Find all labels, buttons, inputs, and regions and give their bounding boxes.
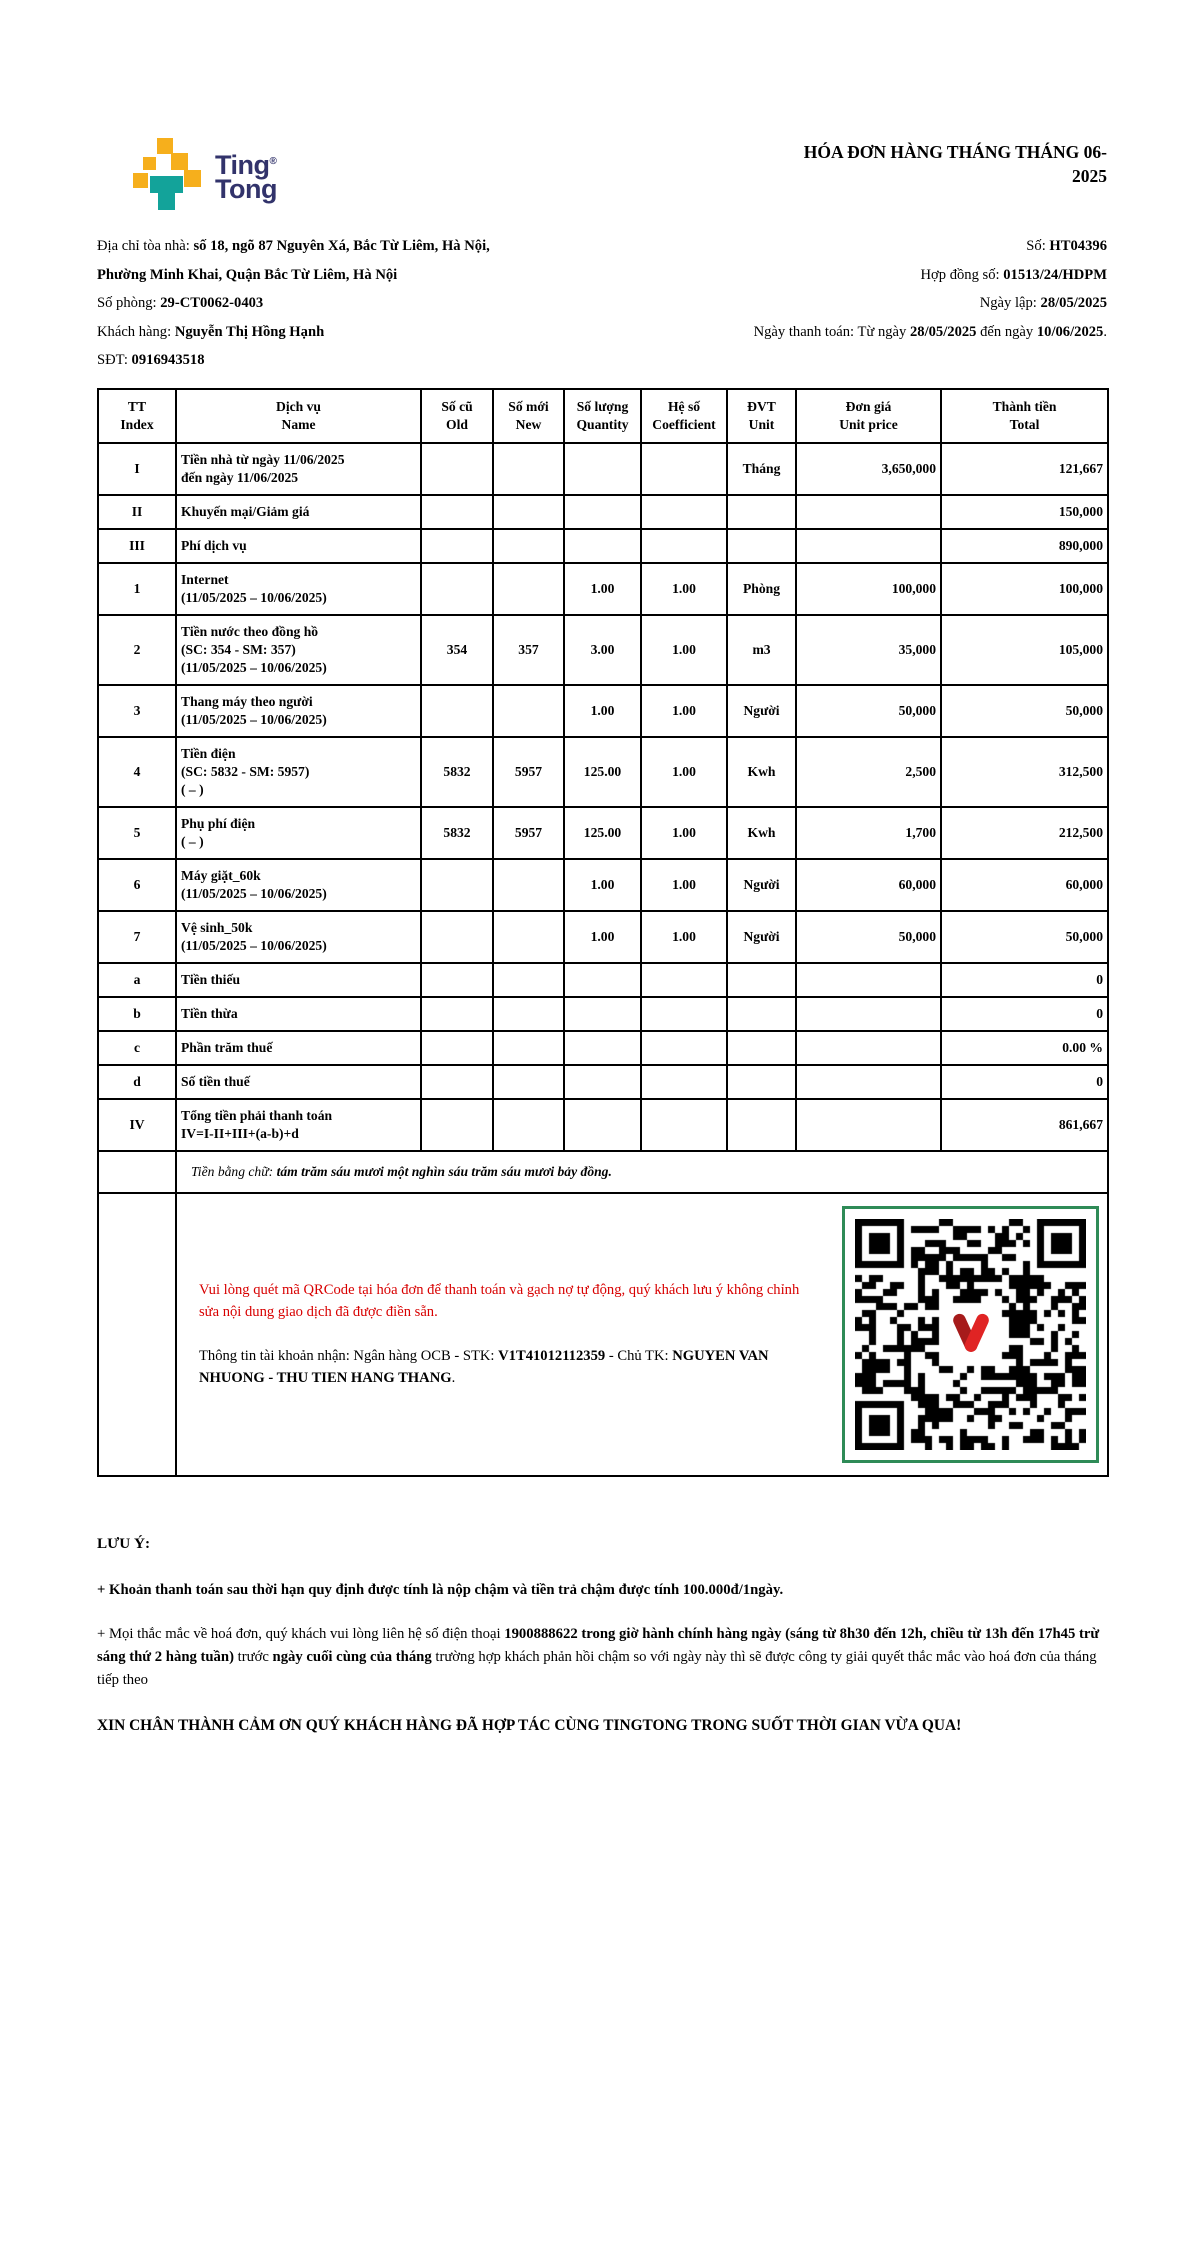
table-cell (421, 911, 493, 963)
amount-in-words: Tiền bằng chữ: tám trăm sáu mươi một nghìn sáu trăm sáu mươi bảy đồng. (176, 1151, 1108, 1193)
service-name-cell: Phụ phí điện ( – ) (176, 807, 421, 859)
vietqr-v-icon (948, 1311, 994, 1357)
table-cell: Người (727, 859, 796, 911)
table-cell: 7 (98, 911, 176, 963)
table-cell (564, 1099, 641, 1151)
service-name-cell: Khuyến mại/Giảm giá (176, 495, 421, 529)
qr-code (842, 1206, 1099, 1463)
service-name-cell: Tổng tiền phải thanh toán IV=I-II+III+(a-b)+d (176, 1099, 421, 1151)
col-header-new: Số mới New (493, 389, 564, 443)
table-cell: 3 (98, 685, 176, 737)
table-row (98, 495, 1108, 529)
table-cell (493, 1099, 564, 1151)
invoice-header (97, 138, 1107, 212)
table-cell (421, 963, 493, 997)
table-cell: 0.00 % (941, 1031, 1108, 1065)
table-row (98, 529, 1108, 563)
table-cell: 125.00 (564, 737, 641, 807)
table-cell: 6 (98, 859, 176, 911)
tingtong-logo (133, 138, 277, 212)
table-cell (641, 443, 727, 495)
table-cell: Kwh (727, 807, 796, 859)
hotline-note: + Mọi thắc mắc về hoá đơn, quý khách vui lòng liên hệ số điện thoại 1900888622 trong giờ hành chính hàng ngày (sáng từ 8h30 đến 12h, chiều từ 13h đến 17h45 trừ sáng thứ 2 hàng tuần) trước ngày cuối cùng của tháng trường hợp khách phản hồi chậm so với ngày này thì sẽ được công ty giải quyết thắc mắc vào hoá đơn của tháng tiếp theo (97, 1625, 1100, 1688)
table-cell: Tháng (727, 443, 796, 495)
service-name-cell: Tiền nước theo đồng hồ (SC: 354 - SM: 357) (11/05/2025 – 10/06/2025) (176, 615, 421, 685)
table-cell: 2 (98, 615, 176, 685)
table-cell: b (98, 997, 176, 1031)
table-cell: 357 (493, 615, 564, 685)
customer-info (97, 232, 671, 375)
table-cell: 354 (421, 615, 493, 685)
table-cell (493, 563, 564, 615)
table-row (98, 807, 1108, 859)
tingtong-logo-icon (133, 138, 201, 212)
table-cell (421, 1099, 493, 1151)
table-cell: Người (727, 685, 796, 737)
invoice-info (97, 232, 1107, 375)
table-cell (493, 859, 564, 911)
table-cell: 50,000 (796, 911, 941, 963)
table-cell: 2,500 (796, 737, 941, 807)
table-cell (564, 443, 641, 495)
tingtong-logo-text (215, 149, 277, 204)
table-cell: 125.00 (564, 807, 641, 859)
table-cell: 5832 (421, 737, 493, 807)
col-header-unit: ĐVT Unit (727, 389, 796, 443)
invoice-title-line2: 2025 (1072, 166, 1107, 186)
table-cell (493, 963, 564, 997)
brand-line2: Tong (215, 173, 277, 204)
table-cell (421, 529, 493, 563)
table-cell (641, 529, 727, 563)
col-header-quantity: Số lượng Quantity (564, 389, 641, 443)
table-row (98, 737, 1108, 807)
table-cell: 5957 (493, 807, 564, 859)
table-cell (727, 997, 796, 1031)
customer-name: Khách hàng: Nguyễn Thị Hồng Hạnh (97, 323, 325, 340)
table-cell (564, 1031, 641, 1065)
table-cell (493, 495, 564, 529)
table-cell (796, 529, 941, 563)
service-name-cell: Tiền điện (SC: 5832 - SM: 5957) ( – ) (176, 737, 421, 807)
table-cell (727, 529, 796, 563)
table-cell: 50,000 (941, 685, 1108, 737)
table-row (98, 1099, 1108, 1151)
table-cell (796, 1065, 941, 1099)
table-cell: 1.00 (641, 563, 727, 615)
service-name-cell: Tiền thiếu (176, 963, 421, 997)
table-cell: 4 (98, 737, 176, 807)
table-cell (727, 1065, 796, 1099)
col-header-name: Dịch vụ Name (176, 389, 421, 443)
table-cell: 1.00 (564, 563, 641, 615)
table-cell: 121,667 (941, 443, 1108, 495)
table-cell (641, 997, 727, 1031)
table-cell (564, 997, 641, 1031)
invoice-meta (671, 232, 1107, 375)
table-cell (493, 997, 564, 1031)
table-row (98, 911, 1108, 963)
table-cell (493, 529, 564, 563)
table-cell (421, 1031, 493, 1065)
table-cell: 5832 (421, 807, 493, 859)
table-cell: I (98, 443, 176, 495)
table-cell: 890,000 (941, 529, 1108, 563)
service-name-cell: Phí dịch vụ (176, 529, 421, 563)
thank-you-note: XIN CHÂN THÀNH CẢM ƠN QUÝ KHÁCH HÀNG ĐÃ HỢP TÁC CÙNG TINGTONG TRONG SUỐT THỜI GIAN VỪA QUA! (97, 1716, 962, 1734)
notes-heading: LƯU Ý: (97, 1534, 151, 1552)
empty-cell (98, 1151, 176, 1193)
table-header-row (98, 389, 1108, 443)
brand-line1: Ting (215, 149, 270, 180)
table-cell: 100,000 (796, 563, 941, 615)
table-cell: 50,000 (796, 685, 941, 737)
table-row (98, 859, 1108, 911)
table-cell: 1.00 (641, 685, 727, 737)
col-header-total: Thành tiền Total (941, 389, 1108, 443)
table-cell: 100,000 (941, 563, 1108, 615)
service-name-cell: Thang máy theo người (11/05/2025 – 10/06/2025) (176, 685, 421, 737)
table-cell (564, 1065, 641, 1099)
qr-payment-cell (176, 1193, 1108, 1476)
payment-period: Ngày thanh toán: Từ ngày 28/05/2025 đến ngày 10/06/2025. (753, 323, 1107, 340)
table-cell: 60,000 (796, 859, 941, 911)
table-cell: 1.00 (641, 859, 727, 911)
table-cell: 35,000 (796, 615, 941, 685)
service-name-cell: Tiền thừa (176, 997, 421, 1031)
col-header-index: TT Index (98, 389, 176, 443)
invoice-table (97, 388, 1109, 1477)
table-cell (641, 1099, 727, 1151)
table-cell (796, 1099, 941, 1151)
table-cell (641, 963, 727, 997)
table-cell (421, 997, 493, 1031)
table-cell (641, 1031, 727, 1065)
table-row (98, 685, 1108, 737)
table-cell: 1.00 (564, 685, 641, 737)
building-address-line1: Địa chỉ tòa nhà: số 18, ngõ 87 Nguyên Xá, Bắc Từ Liêm, Hà Nội, (97, 238, 490, 254)
table-cell (727, 495, 796, 529)
table-cell (796, 495, 941, 529)
table-cell: 3.00 (564, 615, 641, 685)
table-cell: 1.00 (641, 807, 727, 859)
table-cell: 1,700 (796, 807, 941, 859)
table-cell (796, 997, 941, 1031)
col-header-unit-price: Đơn giá Unit price (796, 389, 941, 443)
table-cell (564, 529, 641, 563)
table-cell (493, 911, 564, 963)
service-name-cell: Vệ sinh_50k (11/05/2025 – 10/06/2025) (176, 911, 421, 963)
table-cell (421, 685, 493, 737)
table-cell: 105,000 (941, 615, 1108, 685)
table-cell: Phòng (727, 563, 796, 615)
table-cell: 3,650,000 (796, 443, 941, 495)
contract-number: Hợp đồng số: 01513/24/HDPM (920, 266, 1107, 283)
table-cell: 1.00 (564, 911, 641, 963)
bank-account-text: Thông tin tài khoản nhận: Ngân hàng OCB - STK: V1T41012112359 - Chủ TK: NGUYEN VAN NHUONG - THU TIEN HANG THANG. (199, 1348, 769, 1386)
table-cell: m3 (727, 615, 796, 685)
table-row (98, 615, 1108, 685)
amount-in-words-row (98, 1151, 1108, 1193)
table-cell: IV (98, 1099, 176, 1151)
table-cell (641, 1065, 727, 1099)
table-cell: 312,500 (941, 737, 1108, 807)
table-row (98, 1065, 1108, 1099)
table-cell (421, 1065, 493, 1099)
table-cell: 5 (98, 807, 176, 859)
table-cell: 0 (941, 1065, 1108, 1099)
service-name-cell: Internet (11/05/2025 – 10/06/2025) (176, 563, 421, 615)
late-payment-note: + Khoản thanh toán sau thời hạn quy định được tính là nộp chậm và tiền trả chậm được tính 100.000đ/1ngày. (97, 1581, 784, 1598)
service-name-cell: Số tiền thuế (176, 1065, 421, 1099)
table-cell: 5957 (493, 737, 564, 807)
room-number: Số phòng: 29-CT0062-0403 (97, 295, 264, 311)
table-row (98, 563, 1108, 615)
table-cell: 60,000 (941, 859, 1108, 911)
service-name-cell: Tiền nhà từ ngày 11/06/2025 đến ngày 11/06/2025 (176, 443, 421, 495)
invoice-title (607, 138, 1107, 188)
registered-mark: ® (269, 155, 277, 167)
invoice-number: Số: HT04396 (1026, 238, 1107, 254)
building-address-line2: Phường Minh Khai, Quận Bắc Từ Liêm, Hà Nội (97, 266, 398, 283)
table-cell (564, 495, 641, 529)
table-cell (421, 443, 493, 495)
table-row (98, 997, 1108, 1031)
table-cell: Kwh (727, 737, 796, 807)
table-cell: 1 (98, 563, 176, 615)
service-name-cell: Máy giặt_60k (11/05/2025 – 10/06/2025) (176, 859, 421, 911)
table-row (98, 1031, 1108, 1065)
table-cell: d (98, 1065, 176, 1099)
table-cell: c (98, 1031, 176, 1065)
table-cell: a (98, 963, 176, 997)
table-cell (727, 1099, 796, 1151)
table-cell: 1.00 (641, 911, 727, 963)
qr-warning-text: Vui lòng quét mã QRCode tại hóa đơn để thanh toán và gạch nợ tự động, quý khách lưu ý không chỉnh sửa nội dung giao dịch đã được điền sẵn. (199, 1282, 800, 1320)
table-cell (493, 443, 564, 495)
table-cell (493, 685, 564, 737)
table-cell: 0 (941, 997, 1108, 1031)
table-cell (493, 1031, 564, 1065)
table-cell (421, 859, 493, 911)
table-cell: 212,500 (941, 807, 1108, 859)
invoice-rows (98, 443, 1108, 1151)
table-cell (727, 1031, 796, 1065)
empty-cell (98, 1193, 176, 1476)
table-cell: III (98, 529, 176, 563)
table-cell (796, 963, 941, 997)
table-cell: II (98, 495, 176, 529)
table-cell: 150,000 (941, 495, 1108, 529)
table-cell (727, 963, 796, 997)
col-header-coefficient: Hệ số Coefficient (641, 389, 727, 443)
table-cell (641, 495, 727, 529)
customer-phone: SĐT: 0916943518 (97, 352, 205, 368)
table-cell (564, 963, 641, 997)
table-cell (796, 1031, 941, 1065)
table-cell: 50,000 (941, 911, 1108, 963)
table-cell (421, 495, 493, 529)
qr-instructions (191, 1279, 809, 1389)
table-cell (421, 563, 493, 615)
table-row (98, 443, 1108, 495)
qr-row (98, 1193, 1108, 1476)
notes-section (97, 1535, 1107, 1738)
table-cell: 861,667 (941, 1099, 1108, 1151)
issue-date: Ngày lập: 28/05/2025 (979, 295, 1107, 311)
table-cell: 1.00 (641, 737, 727, 807)
service-name-cell: Phần trăm thuế (176, 1031, 421, 1065)
col-header-old: Số cũ Old (421, 389, 493, 443)
table-cell (493, 1065, 564, 1099)
invoice-title-line1: HÓA ĐƠN HÀNG THÁNG THÁNG 06- (803, 142, 1107, 162)
table-cell: 1.00 (564, 859, 641, 911)
table-row (98, 963, 1108, 997)
table-cell: 1.00 (641, 615, 727, 685)
table-cell: 0 (941, 963, 1108, 997)
table-cell: Người (727, 911, 796, 963)
